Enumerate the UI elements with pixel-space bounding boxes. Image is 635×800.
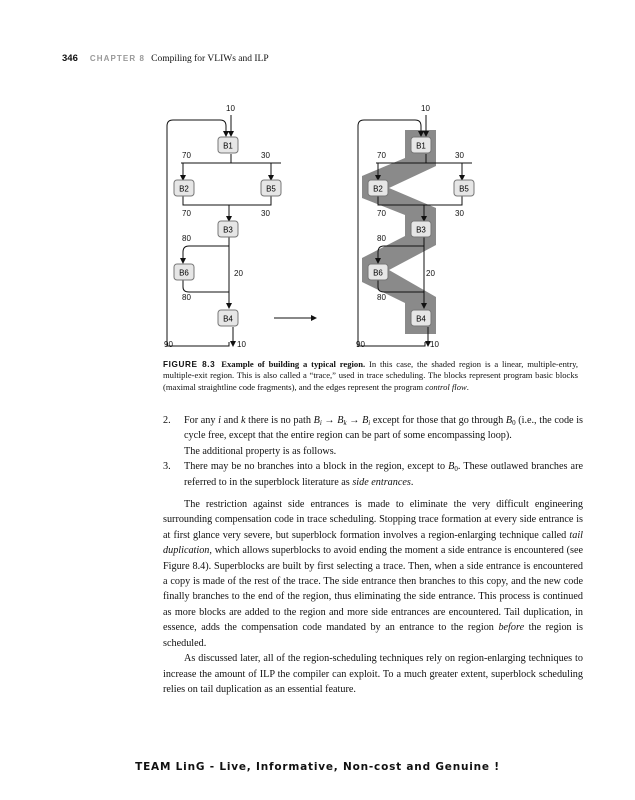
block-label: B2 xyxy=(373,184,383,194)
figure-8-3 xyxy=(0,0,635,360)
list-item-2 xyxy=(163,413,583,444)
text-run: . These outlawed branches are referred to in the superblock literature as xyxy=(184,461,583,488)
chapter-label: CHAPTER 8 xyxy=(89,54,146,63)
math-sub: i xyxy=(319,419,322,427)
figure-label: FIGURE 8.3 xyxy=(163,360,216,369)
edge-label: 80 xyxy=(182,234,191,243)
list-number: 3. xyxy=(163,461,171,473)
block-label: B6 xyxy=(373,268,383,278)
edge-label: 70 xyxy=(377,151,386,160)
edge-label: 90 xyxy=(164,340,173,349)
page-number: 346 xyxy=(62,53,78,64)
block-label: B5 xyxy=(266,184,276,194)
block-label: B4 xyxy=(223,314,233,324)
edge-label: 70 xyxy=(182,151,191,160)
edge-label: 90 xyxy=(356,340,365,349)
body-text xyxy=(163,413,583,697)
text-run: except for those that go through xyxy=(370,415,506,426)
caption-end: . xyxy=(466,381,469,392)
list-item-3 xyxy=(163,459,583,490)
math-var: B xyxy=(362,415,369,426)
footer-banner: TEAM LinG - Live, Informative, Non-cost and Genuine ! xyxy=(135,761,500,773)
block-label: B5 xyxy=(459,184,469,194)
math-arrow: → xyxy=(346,415,363,426)
math-var: B xyxy=(448,461,455,473)
list-number: 2. xyxy=(163,415,171,426)
paragraph-side-entrances xyxy=(163,497,583,651)
cfg-left-edge-labels xyxy=(164,104,270,349)
text-run: and xyxy=(220,415,241,426)
math-sub: i xyxy=(368,419,371,427)
text-run: the region is scheduled. xyxy=(163,622,583,649)
emphasis: tail duplication xyxy=(163,529,583,557)
edge-label: 80 xyxy=(377,293,386,302)
block-label: B3 xyxy=(416,225,426,235)
emphasis: before xyxy=(498,622,525,634)
math-sub: 0 xyxy=(454,465,458,474)
math-var: B xyxy=(505,415,513,426)
text-run: For any xyxy=(184,415,219,426)
block-label: B1 xyxy=(416,141,426,151)
math-sub: 0 xyxy=(512,419,516,427)
edge-label: 30 xyxy=(455,209,464,218)
block-label: B6 xyxy=(179,268,189,278)
edge-label: 80 xyxy=(377,234,386,243)
math-var: B xyxy=(337,415,344,426)
text-run: there is no path xyxy=(245,415,314,426)
block-label: B3 xyxy=(223,225,233,235)
math-sub: k xyxy=(343,419,347,427)
math-var: i xyxy=(218,415,221,426)
edge-label: 20 xyxy=(234,269,243,278)
edge-label: 70 xyxy=(377,209,386,218)
text-run: There may be no branches into a block in the region, except to xyxy=(184,461,449,473)
edge-label: 10 xyxy=(430,340,439,349)
block-label: B1 xyxy=(223,141,233,151)
block-label: B4 xyxy=(416,314,426,324)
math-var: B xyxy=(313,415,320,426)
edge-label: 10 xyxy=(421,104,430,113)
block-label: B2 xyxy=(179,184,189,194)
math-arrow: → xyxy=(321,415,338,426)
text-run: (i.e., the code is cycle free, except that the entire region can be part of some encompassing loop). xyxy=(184,415,583,442)
emphasis: side entrances xyxy=(352,476,411,488)
additional-property: The additional property is as follows. xyxy=(184,445,337,457)
edge-label: 80 xyxy=(182,293,191,302)
edge-label: 30 xyxy=(261,209,270,218)
chapter-title: Compiling for VLIWs and ILP xyxy=(151,54,269,64)
edge-label: 10 xyxy=(237,340,246,349)
math-var: k xyxy=(240,415,246,426)
text-run: The restriction against side entrances is made to eliminate the very difficult engineering surrounding compensation code in trace scheduling. Stopping trace formation at every side entrance is at first glance very severe, but superblock formation involves a region-enlarging technique called xyxy=(163,499,583,541)
text-run: , which allows superblocks to avoid ending the moment a side entrance is encountered (see Figure 8.4). Superblocks are built by first selecting a trace. Then, when a side entrance is encountered a copy is made of the rest of the trace. The side entrance then branches to this copy, and the new code finally branches to the end of the region, thus eliminating the side entrance. This process is continued as more blocks are added to the region and more side entrances are encountered. Tail duplication, in essence, adds the compensation code mandated by an entrance to the region xyxy=(163,545,583,634)
edge-label: 70 xyxy=(182,209,191,218)
edge-label: 30 xyxy=(455,151,464,160)
caption-emphasis: control flow xyxy=(425,381,467,392)
caption-text: In this case, the shaded region is a linear, multiple-entry, multiple-exit region. This is also called a “trace,” used in trace scheduling. The blocks represent program basic blocks (maximal straightline code fragments), and the edges represent the program xyxy=(163,359,579,392)
figure-caption xyxy=(163,359,578,393)
figure-title: Example of building a typical region. xyxy=(221,359,366,369)
text-run: . xyxy=(410,476,414,488)
edge-label: 10 xyxy=(226,104,235,113)
edge-label: 30 xyxy=(261,151,270,160)
edge-label: 20 xyxy=(426,269,435,278)
paragraph-region-enlarging: As discussed later, all of the region-scheduling techniques rely on region-enlarging techniques to increase the amount of ILP the compiler can exploit. To a much greater extent, superblock scheduling relies on tail duplication as an essential feature. xyxy=(163,653,583,695)
